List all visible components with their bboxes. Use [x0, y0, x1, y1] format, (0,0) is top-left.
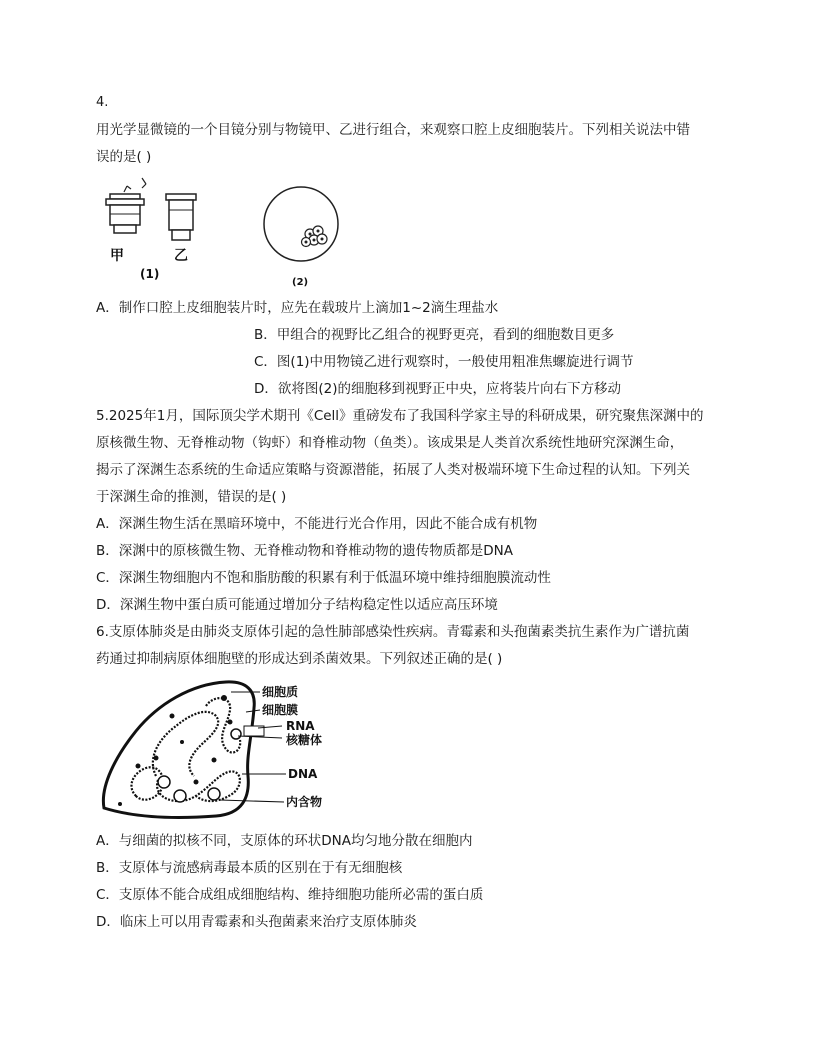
q6-label-inclusion: 内含物 — [286, 795, 323, 809]
q4-option-d: D．欲将图(2)的细胞移到视野正中央，应将装片向右下方移动 — [254, 381, 622, 397]
q5-stem-line2: 原核微生物、无脊椎动物（钩虾）和脊椎动物（鱼类）。该成果是人类首次系统性地研究深渊生命， — [96, 435, 684, 451]
q6-label-rna: RNA — [286, 719, 315, 733]
q4-fig-label-jia: 甲 — [110, 248, 124, 264]
q6-label-membrane: 细胞膜 — [262, 703, 299, 717]
q6-stem-line1: 6.支原体肺炎是由肺炎支原体引起的急性肺部感染性疾病。青霉素和头孢菌素类抗生素作为广谱抗菌 — [96, 624, 690, 640]
q6-option-d: D．临床上可以用青霉素和头孢菌素来治疗支原体肺炎 — [96, 914, 417, 930]
objective-lens-yi-icon — [166, 194, 196, 240]
q5-option-c: C．深渊生物细胞内不饱和脂肪酸的积累有利于低温环境中维持细胞膜流动性 — [96, 570, 551, 586]
mycoplasma-cell-icon — [103, 682, 264, 818]
q6-label-ribosome: 核糖体 — [286, 733, 323, 747]
q5-stem-line1: 5.2025年1月，国际顶尖学术期刊《Cell》重磅发布了我国科学家主导的科研成果，研究聚焦深渊中的 — [96, 408, 704, 424]
q4-stem-line1: 用光学显微镜的一个目镜分别与物镜甲、乙进行组合，来观察口腔上皮细胞装片。下列相关说法中错 — [96, 122, 690, 138]
q4-fig-label-2: (2) — [292, 277, 309, 288]
q4-option-a: A．制作口腔上皮细胞装片时，应先在载玻片上滴加1~2滴生理盐水 — [96, 300, 499, 316]
q6-option-b: B．支原体与流感病毒最本质的区别在于有无细胞核 — [96, 860, 403, 876]
q4-stem-line2: 误的是( ) — [96, 149, 152, 165]
q6-label-cytoplasm: 细胞质 — [262, 685, 299, 699]
q4-option-b: B．甲组合的视野比乙组合的视野更亮，看到的细胞数目更多 — [254, 327, 615, 343]
q4-fig-label-1: (1) — [140, 267, 160, 281]
q6-option-a: A．与细菌的拟核不同，支原体的环状DNA均匀地分散在细胞内 — [96, 833, 473, 849]
q6-label-dna: DNA — [288, 767, 318, 781]
objective-lens-jia-icon — [106, 178, 146, 233]
q6-option-c: C．支原体不能合成组成细胞结构、维持细胞功能所必需的蛋白质 — [96, 887, 484, 903]
field-of-view-icon — [264, 187, 338, 261]
q5-stem-line4: 于深渊生命的推测，错误的是( ) — [96, 489, 287, 505]
q5-stem-line3: 揭示了深渊生态系统的生命适应策略与资源潜能，拓展了人类对极端环境下生命过程的认知。下列关 — [96, 462, 690, 478]
q4-microscope-figure — [96, 174, 346, 292]
q4-option-c: C．图(1)中用物镜乙进行观察时，一般使用粗准焦螺旋进行调节 — [254, 354, 634, 370]
q6-mycoplasma-figure — [96, 676, 366, 824]
q5-option-a: A．深渊生物生活在黑暗环境中，不能进行光合作用，因此不能合成有机物 — [96, 516, 538, 532]
q5-option-b: B．深渊中的原核微生物、无脊椎动物和脊椎动物的遗传物质都是DNA — [96, 543, 513, 559]
q4-fig-label-yi: 乙 — [174, 248, 188, 264]
q4-number: 4. — [96, 95, 109, 110]
q6-stem-line2: 药通过抑制病原体细胞壁的形成达到杀菌效果。下列叙述正确的是( ) — [96, 651, 503, 667]
q5-option-d: D．深渊生物中蛋白质可能通过增加分子结构稳定性以适应高压环境 — [96, 597, 498, 613]
